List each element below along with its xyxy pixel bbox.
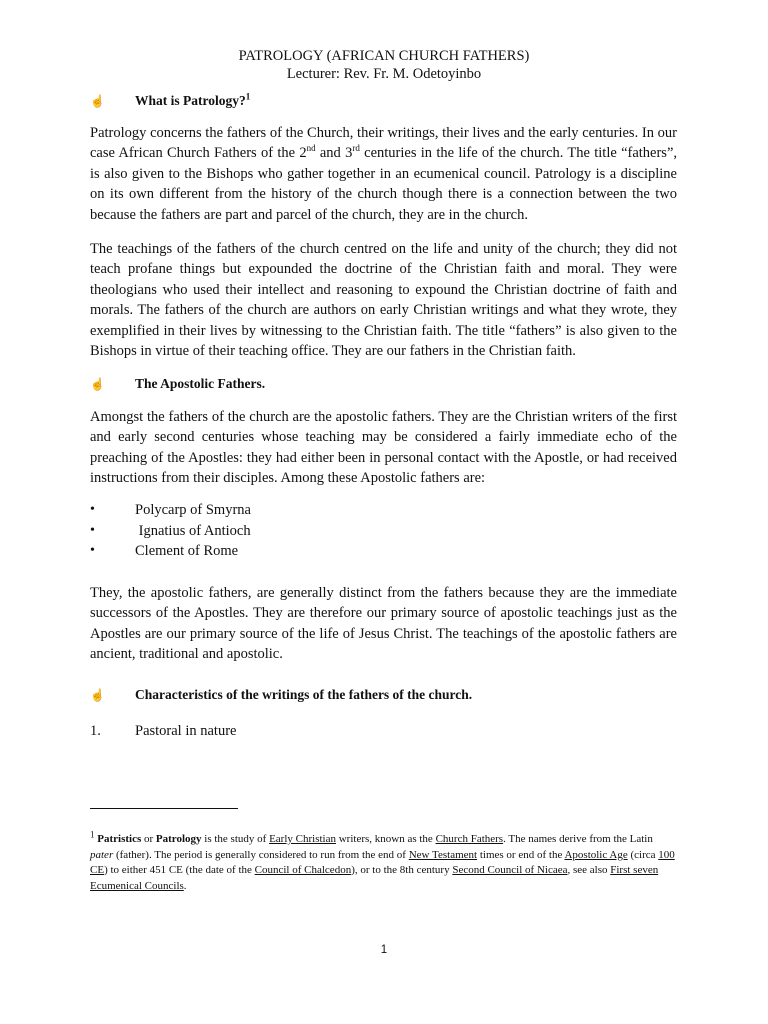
paragraph-apostolic-fathers-intro: Amongst the fathers of the church are the apostolic fathers. They are the Christian writers of the first and early second centuries whose teaching may be considered a fairly immediate echo of the preaching of the Apostles: they had either been in personal contact with the Apostle, or had received instructions from their disciples. Among these Apostolic fathers are: xyxy=(90,409,677,487)
link-apostolic-age[interactable]: Apostolic Age xyxy=(564,848,628,861)
link-early-christian[interactable]: Early Christian xyxy=(269,833,336,845)
link-church-fathers[interactable]: Church Fathers xyxy=(435,833,504,845)
link-100-ce[interactable]: 100 CE xyxy=(90,848,675,877)
link-first-seven-ecumenical-councils[interactable]: First seven Ecumenical Councils xyxy=(90,864,659,892)
paragraph-apostolic-fathers-distinct: They, the apostolic fathers, are generally distinct from the fathers because they are the immediate successors of the Apostles. They are therefore our primary source of apostolic teachings just as the Apostles are our primary source of the life of Jesus Christ. The teachings of the apostolic fathers are ancient, traditional and apostolic. xyxy=(90,585,677,663)
item-number: 1. xyxy=(90,723,101,739)
paragraph-patrology-definition: Patrology concerns the fathers of the Church, their writings, their lives and the early centuries. In our case African Church Fathers of the 2nd and 3rd centuries in the life of the church. The title “fathers”, is also given to the Bishops who gather together in an ecumenical council. Patrology is a discipline on its own different from the history of the church though there is a connection between the two because the fathers are part and parcel of the church, they are in the church. xyxy=(90,125,678,223)
heading-text: The Apostolic Fathers. xyxy=(135,376,266,391)
heading-text: Characteristics of the writings of the fathers of the church. xyxy=(135,687,473,702)
pointing-hand-icon: ☝ xyxy=(90,377,105,391)
pointing-hand-icon: ☝ xyxy=(90,688,105,702)
footnote-separator xyxy=(90,808,238,809)
paragraph-teachings-of-fathers: The teachings of the fathers of the church centred on the life and unity of the church; they did not teach profane things but expounded the doctrine of the Christian faith and moral. They were theologians who used their intellect and reasoning to expound the Christian doctrine of faith and morals. The fathers of the church are authors on early Christian writings and what they wrote, they exemplified in their lives by witnessing to the Christian faith. The title “fathers” is also given to the Bishops in virtue of their teaching office. They are our fathers in the Christian faith. xyxy=(90,241,677,360)
link-second-council-of-nicaea[interactable]: Second Council of Nicaea xyxy=(452,864,568,877)
bullet-icon: • xyxy=(90,502,95,517)
heading-text: What is Patrology? xyxy=(135,93,246,108)
list-item: • Polycarp of Smyrna xyxy=(90,500,677,521)
item-text: Pastoral in nature xyxy=(135,723,237,739)
link-council-of-chalcedon[interactable]: Council of Chalcedon xyxy=(254,864,352,877)
page-number: 1 xyxy=(380,944,388,956)
bullet-icon: • xyxy=(90,543,95,559)
pointing-hand-icon: ☝ xyxy=(90,94,105,108)
document-title: PATROLOGY (AFRICAN CHURCH FATHERS) xyxy=(238,48,530,64)
link-new-testament[interactable]: New Testament xyxy=(408,848,478,861)
apostolic-fathers-list xyxy=(90,500,677,562)
list-item: • Clement of Rome xyxy=(90,541,677,562)
list-item: • Ignatius of Antioch xyxy=(90,521,677,542)
bullet-icon: • xyxy=(90,522,95,538)
footnote-number: 1 xyxy=(90,829,95,840)
lecturer-line: Lecturer: Rev. Fr. M. Odetoyinbo xyxy=(286,66,482,82)
footnote-reference[interactable]: 1 xyxy=(245,91,251,102)
footnote: $^1$ Patristics or Patrology is the study of Early Christian writers, known as the Church Fathers. The names derive from the Latin pater (father). The period is generally considered to run from the end of New Testament times or end of the Apostolic Age (circa 100 CE) to either 451 CE (the date of the Council of Chalcedon), or to the 8th century Second Council of Nicaea, see also First seven Ecumenical Councils. xyxy=(90,829,675,892)
